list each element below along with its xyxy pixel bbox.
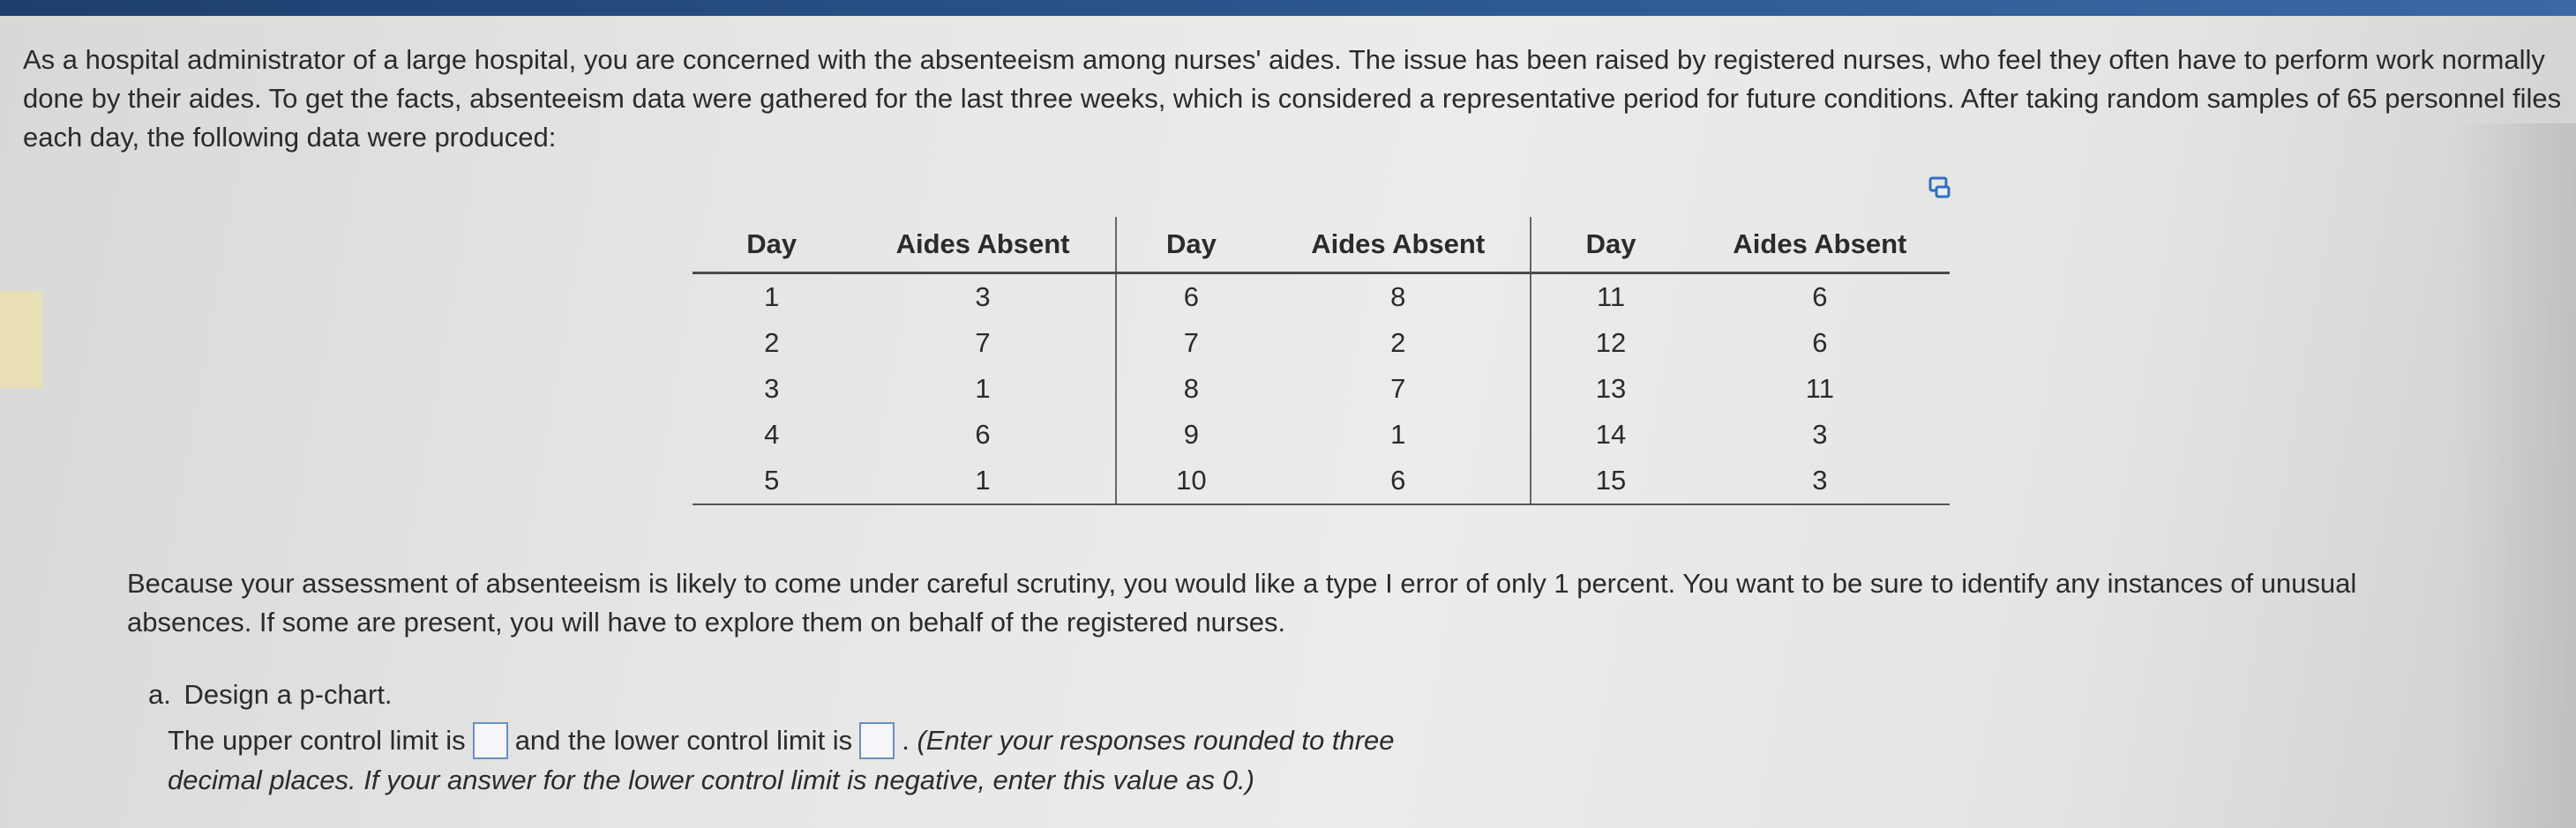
table-cell: 10: [1116, 458, 1267, 504]
ucl-answer-input[interactable]: [473, 722, 508, 759]
header-day-1: Day: [693, 217, 850, 273]
table-row: [693, 320, 1950, 366]
table-cell: 1: [1266, 412, 1531, 458]
table-cell: 12: [1595, 327, 1627, 358]
table-cell: 1: [764, 281, 780, 312]
table-cell: 3: [1690, 458, 1950, 504]
rounding-instructions: (Enter your responses rounded to three decimal places. If your answer for the lower control limit is negative, enter this value as 0.): [168, 725, 1395, 795]
problem-page: [0, 16, 2576, 828]
header-day-2: Day: [1116, 217, 1267, 273]
table-cell: 5: [693, 458, 850, 504]
part-a-text: Design a p-chart.: [183, 679, 393, 710]
window-top-bar: [0, 0, 2576, 16]
table-cell: 6: [1812, 281, 1828, 312]
table-cell: 6: [1812, 327, 1828, 358]
expand-table-icon[interactable]: [1928, 176, 1951, 199]
table-row: [693, 412, 1950, 458]
header-aides-absent-3: Aides Absent: [1690, 217, 1950, 273]
header-day-3: Day: [1531, 217, 1689, 273]
table-cell: 6: [1266, 458, 1531, 504]
problem-intro: As a hospital administrator of a large hospital, you are concerned with the absenteeism among nurses' aides. The issue has been raised by registered nurses, who feel they often have to perform work normally done by their aides. To get the facts, absenteeism data were gathered for the last three weeks, which is considered a representative period for future conditions. After taking random samples of 65 personnel files each day, the following data were produced:: [23, 44, 2562, 153]
table-cell: 6: [850, 412, 1115, 458]
table-cell: 14: [1595, 419, 1627, 450]
table-header-row: [693, 217, 1950, 273]
table-cell: 7: [1266, 366, 1531, 412]
table-cell: 15: [1531, 458, 1689, 504]
table-cell: 13: [1595, 373, 1627, 404]
table-cell: 11: [1805, 373, 1834, 404]
table-cell: 2: [1266, 320, 1531, 366]
table-row: [693, 458, 1950, 504]
table-cell: 3: [764, 373, 780, 404]
table-row: [693, 273, 1950, 321]
table-cell: 7: [1183, 327, 1199, 358]
answer-sentence: [168, 721, 1491, 800]
table-cell: 6: [1183, 281, 1199, 312]
answer-suffix: .: [902, 725, 910, 756]
header-aides-absent-1: Aides Absent: [850, 217, 1115, 273]
table-cell: 1: [850, 458, 1115, 504]
table-cell: 2: [764, 327, 780, 358]
table-row: [693, 366, 1950, 412]
table-cell: 8: [1183, 373, 1199, 404]
table-cell: 9: [1183, 419, 1199, 450]
part-a-letter: a.: [148, 679, 171, 710]
lcl-answer-input[interactable]: [859, 722, 895, 759]
table-cell: 3: [850, 273, 1115, 321]
table-cell: 1: [850, 366, 1115, 412]
table-cell: 4: [764, 419, 780, 450]
table-cell: 3: [1812, 419, 1828, 450]
table-cell: 8: [1266, 273, 1531, 321]
table-cell: 11: [1596, 281, 1626, 312]
part-a-heading: [148, 679, 393, 711]
table-cell: 7: [850, 320, 1115, 366]
absence-data-table: [693, 217, 1950, 505]
header-aides-absent-2: Aides Absent: [1266, 217, 1531, 273]
lcl-prefix: and the lower control limit is: [514, 725, 853, 756]
scrutiny-paragraph: Because your assessment of absenteeism is likely to come under careful scrutiny, you would like a type I error of only 1 percent. You want to be sure to identify any instances of unusual absences. If some are present, you will have to explore them on behalf of the registered nurses.: [127, 568, 2357, 638]
ucl-prefix: The upper control limit is: [168, 725, 466, 756]
